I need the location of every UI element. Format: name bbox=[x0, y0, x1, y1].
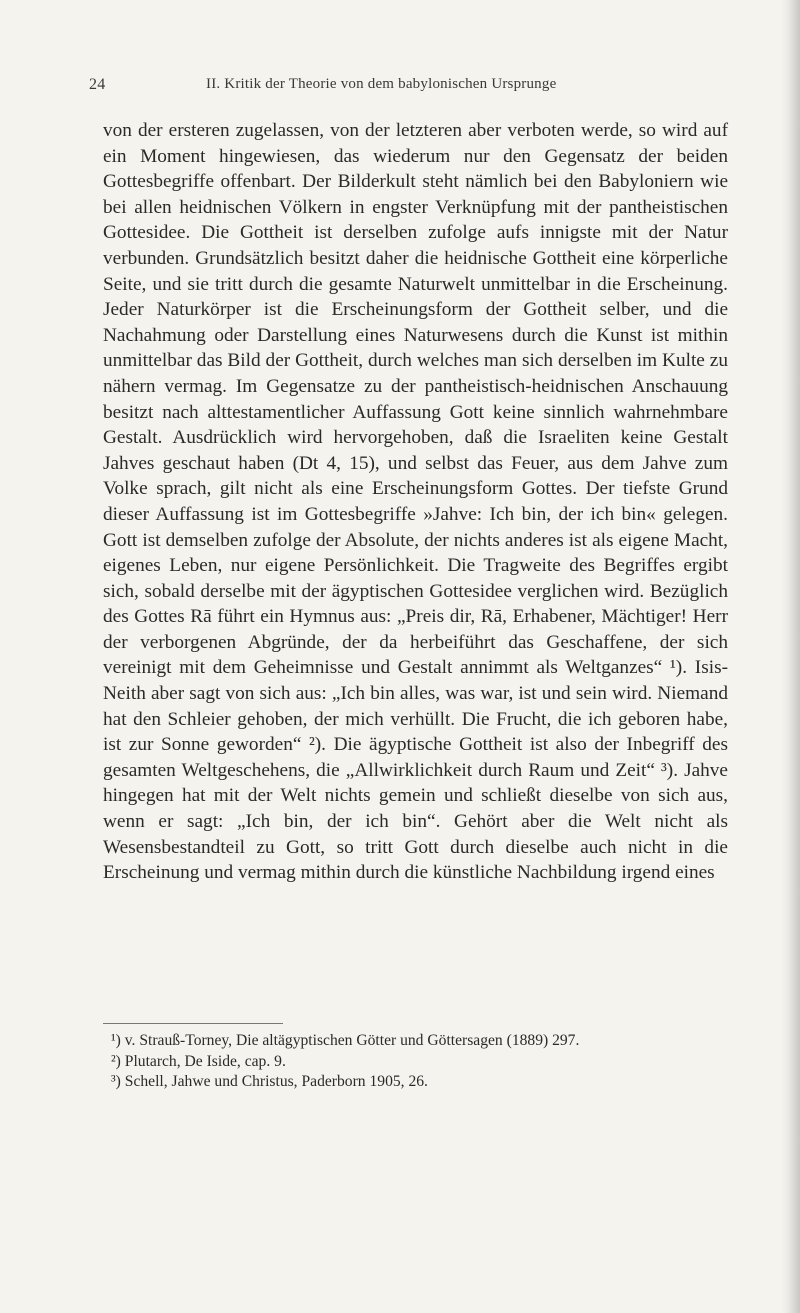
running-title: II. Kritik der Theorie von dem babylonischen Ursprunge bbox=[206, 76, 557, 92]
body-paragraph: von der ersteren zugelassen, von der letzteren aber verboten werde, so wird auf ein Moment hingewiesen, das wiederum nur den Gegensatz der beiden Gottesbegriffe offenbart. Der Bilderkult steht nämlich bei den Babyloniern wie bei allen heidnischen Völkern in engster Verknüpfung mit der pantheistischen Gottesidee. Die Gottheit ist derselben zufolge aufs innigste mit der Natur verbunden. Grundsätzlich besitzt daher die heidnische Gottheit eine körperliche Seite, und sie tritt durch die gesamte Naturwelt unmittelbar in die Erscheinung. Jeder Naturkörper ist die Erscheinungsform der Gottheit selber, und die Nachahmung oder Darstellung eines Naturwesens durch die Kunst ist mithin unmittelbar das Bild der Gottheit, durch welches man sich derselben im Kulte zu nähern vermag. Im Gegensatze zu der pantheistisch-heidnischen Anschauung besitzt nach alttestamentlicher Auffassung Gott keine sinnlich wahrnehmbare Gestalt. Ausdrücklich wird hervorgehoben, daß die Israeliten keine Gestalt Jahves geschaut haben (Dt 4, 15), und selbst das Feuer, aus dem Jahve zum Volke sprach, gilt nicht als eine Erscheinungsform Gottes. Der tiefste Grund dieser Auffassung ist im Gottesbegriffe »Jahve: Ich bin, der ich bin« gelegen. Gott ist demselben zufolge der Absolute, der nichts anderes ist als eigene Macht, eigenes Leben, nur eigene Persönlichkeit. Die Tragweite des Begriffes ergibt sich, sobald derselbe mit der ägyptischen Gottesidee verglichen wird. Bezüglich des Gottes Rā führt ein Hymnus aus: „Preis dir, Rā, Erhabener, Mächtiger! Herr der verborgenen Abgründe, der da herbeiführt das Geschaffene, der sich vereinigt mit dem Geheimnisse und Gestalt annimmt als Weltganzes“ ¹). Isis-Neith aber sagt von sich aus: „Ich bin alles, was war, ist und sein wird. Niemand hat den Schleier gehoben, der mich verhüllt. Die Frucht, die ich geboren habe, ist zur Sonne geworden“ ²). Die ägyptische Gottheit ist also der Inbegriff des gesamten Weltgeschehens, die „Allwirklichkeit durch Raum und Zeit“ ³). Jahve hingegen hat mit der Welt nichts gemein und schließt dieselbe von sich aus, wenn er sagt: „Ich bin, der ich bin“. Gehört aber die Welt nicht als Wesensbestandteil zu Gott, so tritt Gott durch dieselbe auch nicht in die Erscheinung und vermag mithin durch die künstliche Nachbildung irgend eines bbox=[103, 120, 728, 884]
footnote-divider bbox=[103, 1023, 283, 1024]
footnote-1: ¹) v. Strauß-Torney, Die altägyptischen Götter und Göttersagen (1889) 297. bbox=[111, 1032, 580, 1049]
page-header bbox=[89, 76, 729, 98]
page-edge-shadow bbox=[782, 0, 800, 1313]
footnotes bbox=[103, 1031, 728, 1093]
footnote-2: ²) Plutarch, De Iside, cap. 9. bbox=[111, 1052, 286, 1070]
page-number: 24 bbox=[89, 76, 106, 93]
main-text bbox=[103, 118, 728, 886]
footnote-3: ³) Schell, Jahwe und Christus, Paderborn 1905, 26. bbox=[111, 1073, 428, 1090]
